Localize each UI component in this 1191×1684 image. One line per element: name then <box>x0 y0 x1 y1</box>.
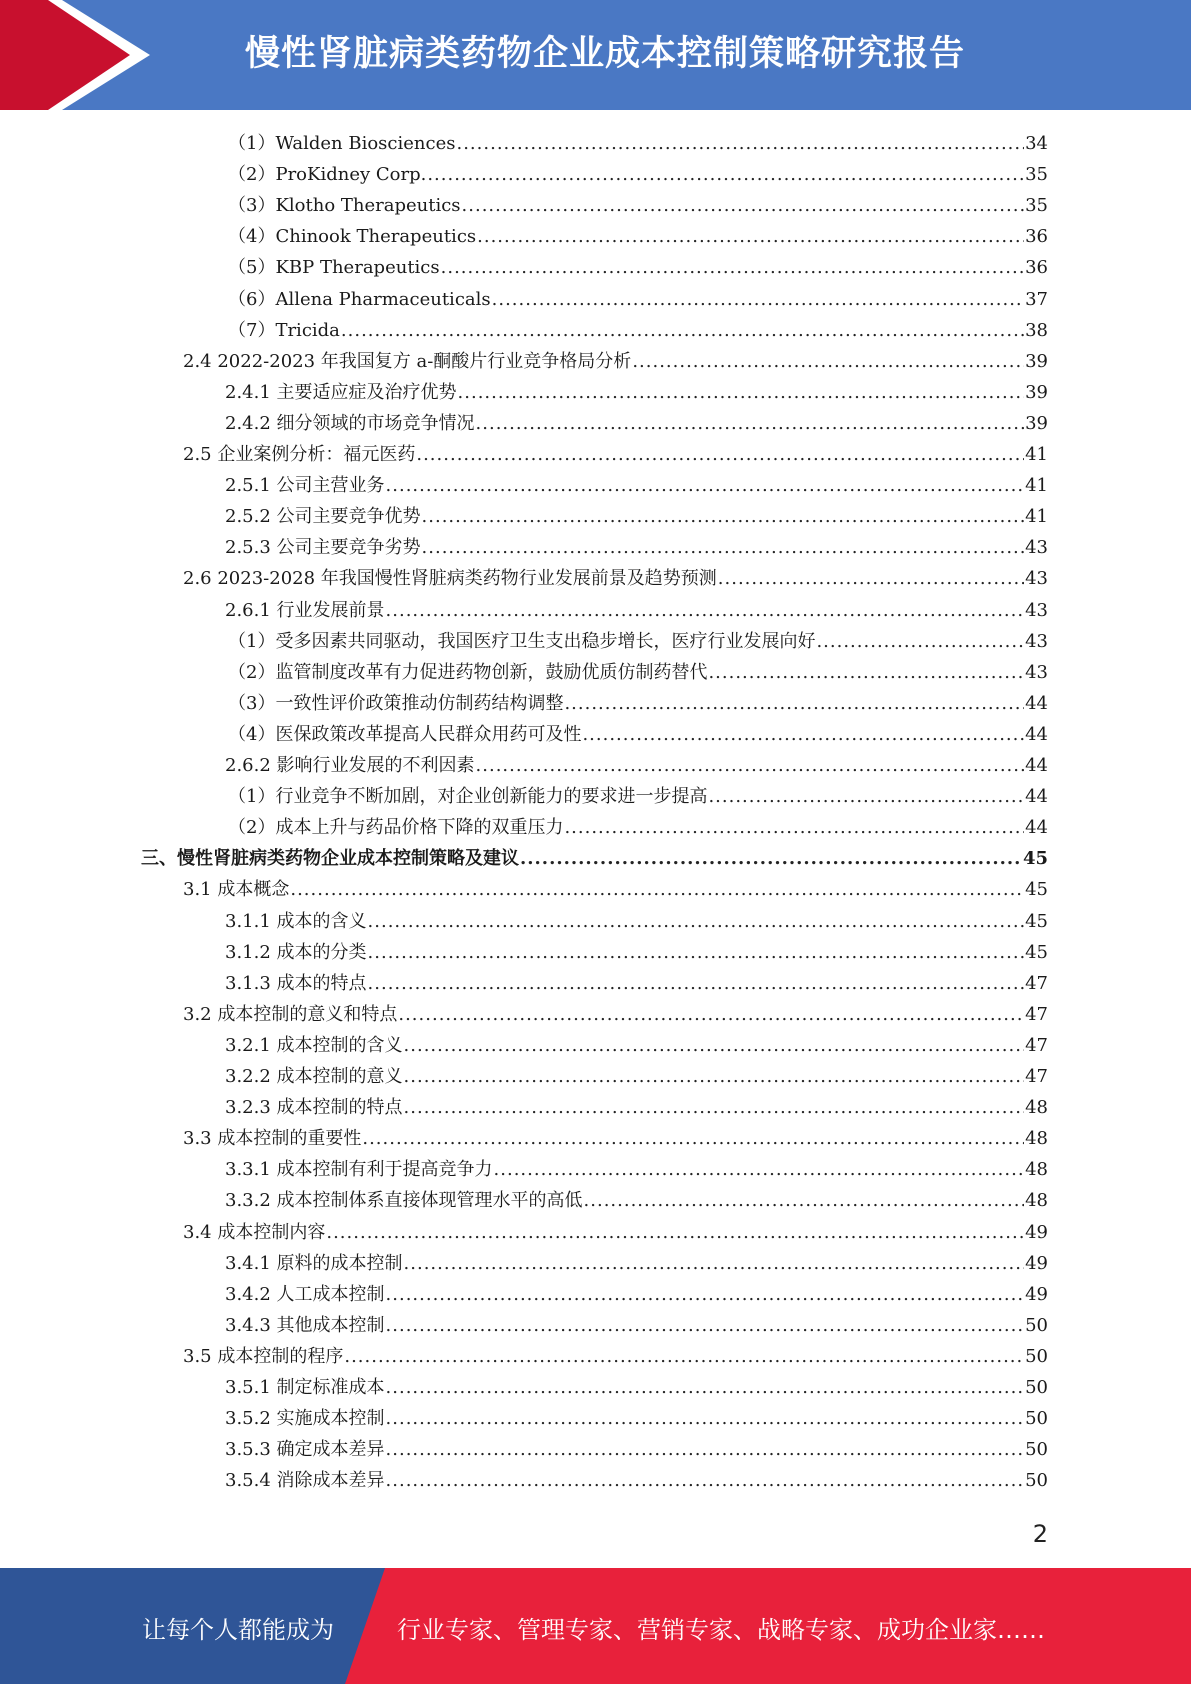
toc-entry[interactable] <box>228 128 1048 159</box>
footer-slogan-left: 让每个人都能成为 <box>142 1616 334 1644</box>
toc-entry-page: 44 <box>1025 755 1048 776</box>
toc-entry-page: 35 <box>1025 195 1048 217</box>
toc-entry-title: （3）Klotho Therapeutics <box>228 195 461 217</box>
toc-entry[interactable] <box>228 252 1048 283</box>
toc-dot-leader <box>816 626 1024 657</box>
toc-entry-title: 三、慢性肾脏病类药物企业成本控制策略及建议 <box>141 848 519 870</box>
toc-entry-title: 3.1 成本概念 <box>183 879 290 901</box>
toc-entry[interactable] <box>225 1434 1048 1465</box>
toc-entry[interactable] <box>228 284 1048 315</box>
toc-entry[interactable] <box>225 408 1048 439</box>
toc-entry-page: 43 <box>1025 661 1048 683</box>
toc-entry-page: 39 <box>1025 350 1048 372</box>
toc-entry[interactable] <box>225 1248 1048 1279</box>
toc-entry-title: （1）受多因素共同驱动，我国医疗卫生支出稳步增长，医疗行业发展向好 <box>228 630 816 652</box>
toc-dot-leader <box>404 1061 1025 1092</box>
toc-entry-title: 2.5 企业案例分析：福元医药 <box>183 444 416 465</box>
toc-entry[interactable] <box>183 1217 1048 1248</box>
toc-entry[interactable] <box>225 906 1048 937</box>
toc-entry-page: 48 <box>1025 1190 1048 1212</box>
toc-dot-leader <box>386 470 1025 501</box>
toc-dot-leader <box>476 750 1025 781</box>
toc-entry-title: 3.2.2 成本控制的意义 <box>225 1066 403 1087</box>
toc-entry[interactable] <box>225 1465 1048 1496</box>
toc-entry-title: （2）ProKidney Corp. <box>228 164 427 186</box>
toc-entry-page: 50 <box>1025 1470 1048 1492</box>
toc-entry-title: （7）Tricida <box>228 319 340 341</box>
toc-dot-leader <box>386 1434 1025 1465</box>
toc-dot-leader <box>404 1030 1025 1061</box>
toc-entry-title: 2.4 2022-2023 年我国复方 a-酮酸片行业竞争格局分析 <box>183 350 632 372</box>
toc-dot-leader <box>494 1154 1025 1185</box>
toc-dot-leader <box>362 1123 1024 1154</box>
toc-entry[interactable] <box>225 595 1048 626</box>
toc-entry-page: 44 <box>1025 786 1048 808</box>
toc-entry[interactable] <box>228 657 1048 688</box>
toc-entry-page: 38 <box>1025 319 1048 341</box>
toc-entry-title: （5）KBP Therapeutics <box>228 257 440 279</box>
toc-entry-title: （1）行业竞争不断加剧，对企业创新能力的要求进一步提高 <box>228 786 708 808</box>
toc-entry-page: 49 <box>1025 1283 1048 1305</box>
toc-entry-title: 3.2.1 成本控制的含义 <box>225 1034 403 1056</box>
toc-dot-leader <box>564 688 1024 719</box>
toc-entry-page: 50 <box>1025 1439 1048 1461</box>
toc-dot-leader <box>427 159 1024 190</box>
toc-entry-page: 43 <box>1025 568 1048 590</box>
toc-dot-leader <box>582 719 1024 750</box>
toc-entry-title: 2.5.1 公司主营业务 <box>225 475 385 497</box>
toc-entry[interactable] <box>183 1123 1048 1154</box>
toc-entry-page: 41 <box>1025 506 1048 528</box>
toc-entry[interactable] <box>141 843 1048 874</box>
toc-dot-leader <box>341 315 1024 346</box>
toc-dot-leader <box>477 221 1024 252</box>
toc-entry-page: 47 <box>1025 1034 1048 1056</box>
toc-entry-page: 44 <box>1025 723 1048 745</box>
toc-entry[interactable] <box>225 501 1048 532</box>
toc-dot-leader <box>416 439 1024 470</box>
toc-entry-title: 2.6.1 行业发展前景 <box>225 599 385 621</box>
toc-entry[interactable] <box>225 1185 1048 1216</box>
toc-entry[interactable] <box>228 719 1048 750</box>
toc-dot-leader <box>386 1403 1025 1434</box>
toc-dot-leader <box>368 968 1025 999</box>
toc-entry[interactable] <box>225 532 1048 563</box>
toc-entry-title: 3.5.1 制定标准成本 <box>225 1377 385 1398</box>
toc-dot-leader <box>718 563 1024 594</box>
toc-dot-leader <box>708 657 1024 688</box>
toc-entry-page: 34 <box>1025 133 1048 154</box>
toc-entry-title: 2.5.3 公司主要竞争劣势 <box>225 537 421 559</box>
toc-entry[interactable] <box>228 812 1048 843</box>
toc-dot-leader <box>386 1372 1025 1403</box>
page-number: 2 <box>1032 1520 1048 1548</box>
toc-entry-page: 39 <box>1025 381 1048 403</box>
toc-entry-title: 3.4.2 人工成本控制 <box>225 1283 385 1305</box>
toc-entry-page: 41 <box>1025 475 1048 497</box>
toc-entry-title: 3.1.2 成本的分类 <box>225 941 367 963</box>
toc-entry-page: 45 <box>1022 848 1048 870</box>
toc-entry-title: 3.5.2 实施成本控制 <box>225 1408 385 1430</box>
toc-entry-page: 45 <box>1025 941 1048 963</box>
toc-entry-page: 47 <box>1025 972 1048 994</box>
toc-entry[interactable] <box>225 968 1048 999</box>
toc-entry-page: 44 <box>1025 817 1048 839</box>
toc-entry-page: 49 <box>1025 1252 1048 1274</box>
toc-dot-leader <box>476 408 1025 439</box>
toc-entry-title: （2）监管制度改革有力促进药物创新，鼓励优质仿制药替代 <box>228 661 708 683</box>
footer-slogan-right: 行业专家、管理专家、营销专家、战略专家、成功企业家…… <box>397 1616 1045 1644</box>
toc-entry-title: （2）成本上升与药品价格下降的双重压力 <box>228 817 564 839</box>
toc-dot-leader <box>386 595 1025 626</box>
toc-entry-title: 3.4.3 其他成本控制 <box>225 1314 385 1336</box>
toc-entry-title: 3.3.1 成本控制有利于提高竞争力 <box>225 1159 493 1181</box>
toc-entry[interactable] <box>225 377 1048 408</box>
toc-entry[interactable] <box>225 1403 1048 1434</box>
toc-dot-leader <box>386 1279 1025 1310</box>
toc-entry-page: 49 <box>1025 1221 1048 1243</box>
toc-dot-leader <box>368 906 1025 937</box>
toc-entry-title: 2.4.1 主要适应症及治疗优势 <box>225 381 457 403</box>
report-title: 慢性肾脏病类药物企业成本控制策略研究报告 <box>245 34 966 74</box>
toc-entry-page: 50 <box>1025 1314 1048 1336</box>
toc-entry[interactable] <box>183 346 1048 377</box>
toc-entry-page: 44 <box>1025 692 1048 714</box>
header-banner <box>0 0 1191 110</box>
toc-entry-title: 2.6 2023-2028 年我国慢性肾脏病类药物行业发展前景及趋势预测 <box>183 568 717 590</box>
toc-entry-page: 47 <box>1025 1003 1048 1025</box>
toc-entry-page: 43 <box>1025 599 1048 621</box>
toc-dot-leader <box>326 1217 1024 1248</box>
toc-dot-leader <box>398 999 1024 1030</box>
toc-entry[interactable] <box>225 937 1048 968</box>
toc-dot-leader <box>441 252 1024 283</box>
toc-entry-title: 3.2.3 成本控制的特点 <box>225 1097 403 1119</box>
toc-entry-title: 3.4.1 原料的成本控制 <box>225 1252 403 1274</box>
toc-entry-title: （4）医保政策改革提高人民群众用药可及性 <box>228 723 582 745</box>
toc-entry[interactable] <box>183 439 1048 470</box>
toc-entry[interactable] <box>183 999 1048 1030</box>
toc-dot-leader <box>462 190 1025 221</box>
toc-dot-leader <box>422 532 1025 563</box>
toc-dot-leader <box>708 781 1024 812</box>
toc-entry-page: 45 <box>1025 879 1048 901</box>
toc-entry[interactable] <box>228 159 1048 190</box>
toc-dot-leader <box>344 1341 1024 1372</box>
toc-entry-title: 3.4 成本控制内容 <box>183 1221 326 1243</box>
toc-entry[interactable] <box>225 1279 1048 1310</box>
toc-entry[interactable] <box>225 1310 1048 1341</box>
toc-entry-page: 48 <box>1025 1159 1048 1181</box>
toc-entry[interactable] <box>225 1092 1048 1123</box>
toc-entry[interactable] <box>225 1372 1048 1403</box>
toc-entry-title: 3.1.1 成本的含义 <box>225 910 367 932</box>
toc-dot-leader <box>386 1310 1025 1341</box>
toc-entry[interactable] <box>183 1341 1048 1372</box>
toc-entry-title: 3.3 成本控制的重要性 <box>183 1128 362 1150</box>
toc-entry[interactable] <box>225 470 1048 501</box>
toc-entry-page: 48 <box>1025 1128 1048 1150</box>
toc-entry-title: 3.2 成本控制的意义和特点 <box>183 1003 398 1025</box>
toc-entry-page: 36 <box>1025 226 1048 248</box>
toc-dot-leader <box>404 1092 1025 1123</box>
toc-dot-leader <box>520 843 1022 874</box>
toc-entry-title: 3.5.3 确定成本差异 <box>225 1439 385 1461</box>
toc-entry-title: 2.5.2 公司主要竞争优势 <box>225 506 421 528</box>
toc-dot-leader <box>492 284 1024 315</box>
toc-entry-page: 35 <box>1025 164 1048 186</box>
toc-entry-page: 50 <box>1025 1377 1048 1398</box>
toc-dot-leader <box>456 128 1024 159</box>
toc-entry-title: 2.4.2 细分领域的市场竞争情况 <box>225 412 475 434</box>
toc-dot-leader <box>632 346 1024 377</box>
toc-entry-title: （6）Allena Pharmaceuticals <box>228 288 491 310</box>
toc-entry-page: 43 <box>1025 630 1048 652</box>
toc-entry-page: 39 <box>1025 412 1048 434</box>
toc-entry[interactable] <box>183 563 1048 594</box>
toc-entry[interactable] <box>225 750 1048 781</box>
toc-dot-leader <box>422 501 1025 532</box>
toc-dot-leader <box>584 1185 1025 1216</box>
toc-entry-page: 50 <box>1025 1345 1048 1367</box>
toc-entry[interactable] <box>225 1030 1048 1061</box>
toc-entry[interactable] <box>228 221 1048 252</box>
toc-entry-title: （4）Chinook Therapeutics <box>228 226 477 248</box>
toc-entry-page: 47 <box>1025 1066 1048 1087</box>
toc-entry[interactable] <box>225 1154 1048 1185</box>
toc-entry[interactable] <box>228 190 1048 221</box>
toc-entry-title: 3.5 成本控制的程序 <box>183 1345 344 1367</box>
toc-entry[interactable] <box>228 315 1048 346</box>
toc-entry-title: 3.1.3 成本的特点 <box>225 972 367 994</box>
toc-dot-leader <box>564 812 1024 843</box>
toc-entry-page: 37 <box>1025 288 1048 310</box>
footer-banner <box>0 1568 1191 1684</box>
toc-dot-leader <box>368 937 1025 968</box>
toc-entry[interactable] <box>183 874 1048 905</box>
toc-dot-leader <box>386 1465 1025 1496</box>
toc-entry-page: 48 <box>1025 1097 1048 1119</box>
toc-entry-title: （3）一致性评价政策推动仿制药结构调整 <box>228 692 564 714</box>
toc-entry-page: 41 <box>1025 444 1048 465</box>
toc-dot-leader <box>290 874 1024 905</box>
toc-entry-page: 36 <box>1025 257 1048 279</box>
toc-entry[interactable] <box>228 626 1048 657</box>
toc-dot-leader <box>404 1248 1025 1279</box>
toc-entry-page: 50 <box>1025 1408 1048 1430</box>
toc-entry-title: 2.6.2 影响行业发展的不利因素 <box>225 755 475 776</box>
toc-entry[interactable] <box>228 781 1048 812</box>
toc-entry-page: 45 <box>1025 910 1048 932</box>
toc-entry[interactable] <box>228 688 1048 719</box>
toc-entry[interactable] <box>225 1061 1048 1092</box>
toc-entry-page: 43 <box>1025 537 1048 559</box>
toc-entry-title: 3.5.4 消除成本差异 <box>225 1470 385 1492</box>
toc-dot-leader <box>458 377 1025 408</box>
toc-entry-title: （1）Walden Biosciences <box>228 133 456 154</box>
toc-entry-title: 3.3.2 成本控制体系直接体现管理水平的高低 <box>225 1190 583 1212</box>
